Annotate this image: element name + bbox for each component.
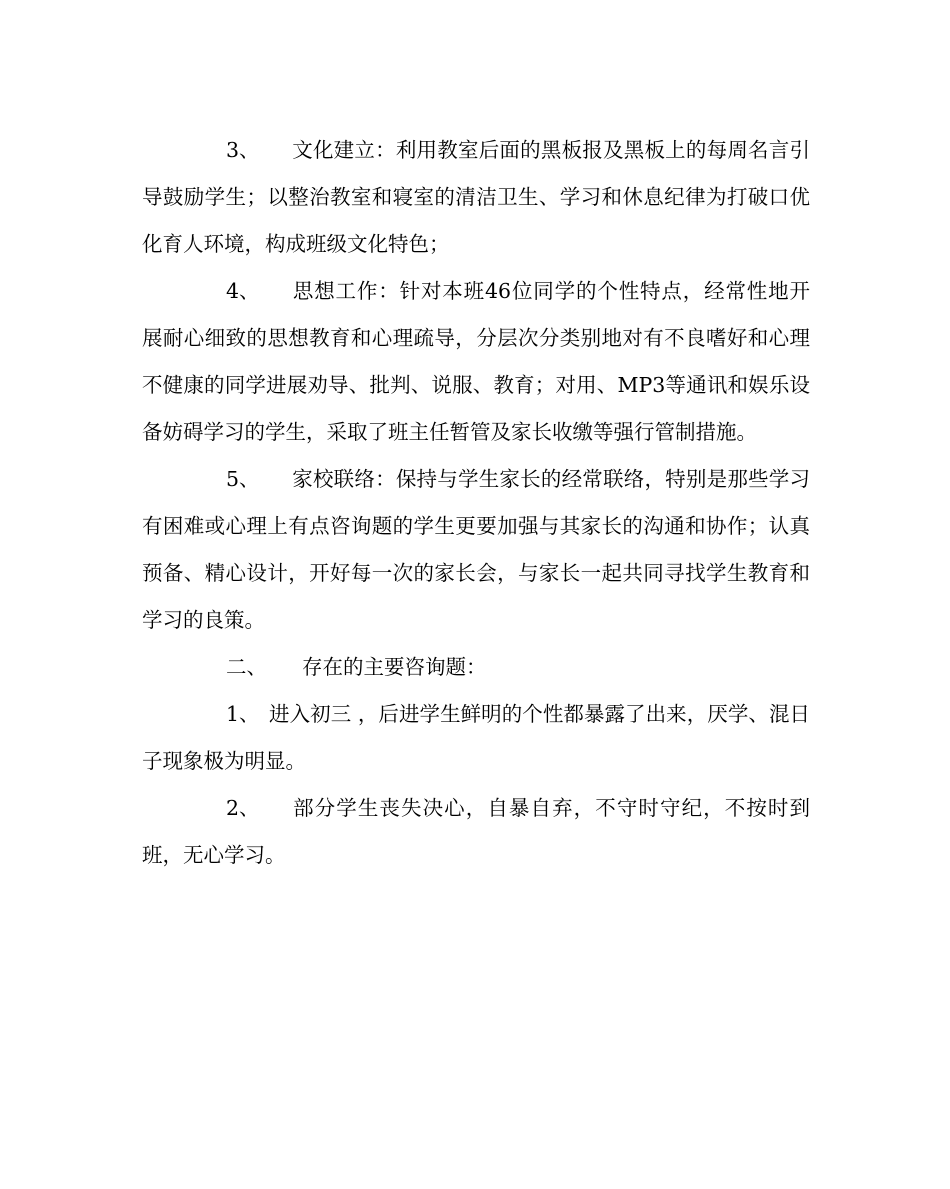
paragraph-text: 文化建立：利用教室后面的黑板报及黑板上的每周名言引导鼓励学生；以整治教室和寝室的清洁卫生、学习和休息纪律为打破口优化育人环境，构成班级文化特色； [142,138,810,256]
section-heading-text: 存在的主要咨询题： [302,655,487,679]
paragraph-text: 家校联络：保持与学生家长的经常联络，特别是那些学习有困难或心理上有点咨询题的学生更要加强与其家长的沟通和协作；认真预备、精心设计，开好每一次的家长会，与家长一起共同寻找学生教育和学习的良策。 [142,467,810,632]
paragraph-number: 4、 [226,279,260,303]
paragraph-number: 5、 [226,467,260,491]
paragraph-ideology [142,268,810,456]
paragraph-home-school [142,456,810,644]
document-body [142,127,810,879]
paragraph-text: 思想工作：针对本班46位同学的个性特点，经常性地开展耐心细致的思想教育和心理疏导，分层次分类别地对有不良嗜好和心理不健康的同学进展劝导、批判、说服、教育；对用、MP3等通讯和娱乐设备妨碍学习的学生，采取了班主任暂管及家长收缴等强行管制措施。 [142,279,810,444]
paragraph-culture [142,127,810,268]
paragraph-problem-1 [142,691,810,785]
section-number: 二、 [226,655,267,679]
section-heading-problems [142,644,810,691]
paragraph-text: 进入初三 ，后进学生鲜明的个性都暴露了出来，厌学、混日子现象极为明显。 [142,702,810,773]
paragraph-number: 2、 [226,796,260,820]
paragraph-problem-2 [142,785,810,879]
paragraph-text: 部分学生丧失决心，自暴自弃，不守时守纪，不按时到班，无心学习。 [142,796,810,867]
paragraph-number: 1、 [226,702,260,726]
paragraph-number: 3、 [226,138,260,162]
